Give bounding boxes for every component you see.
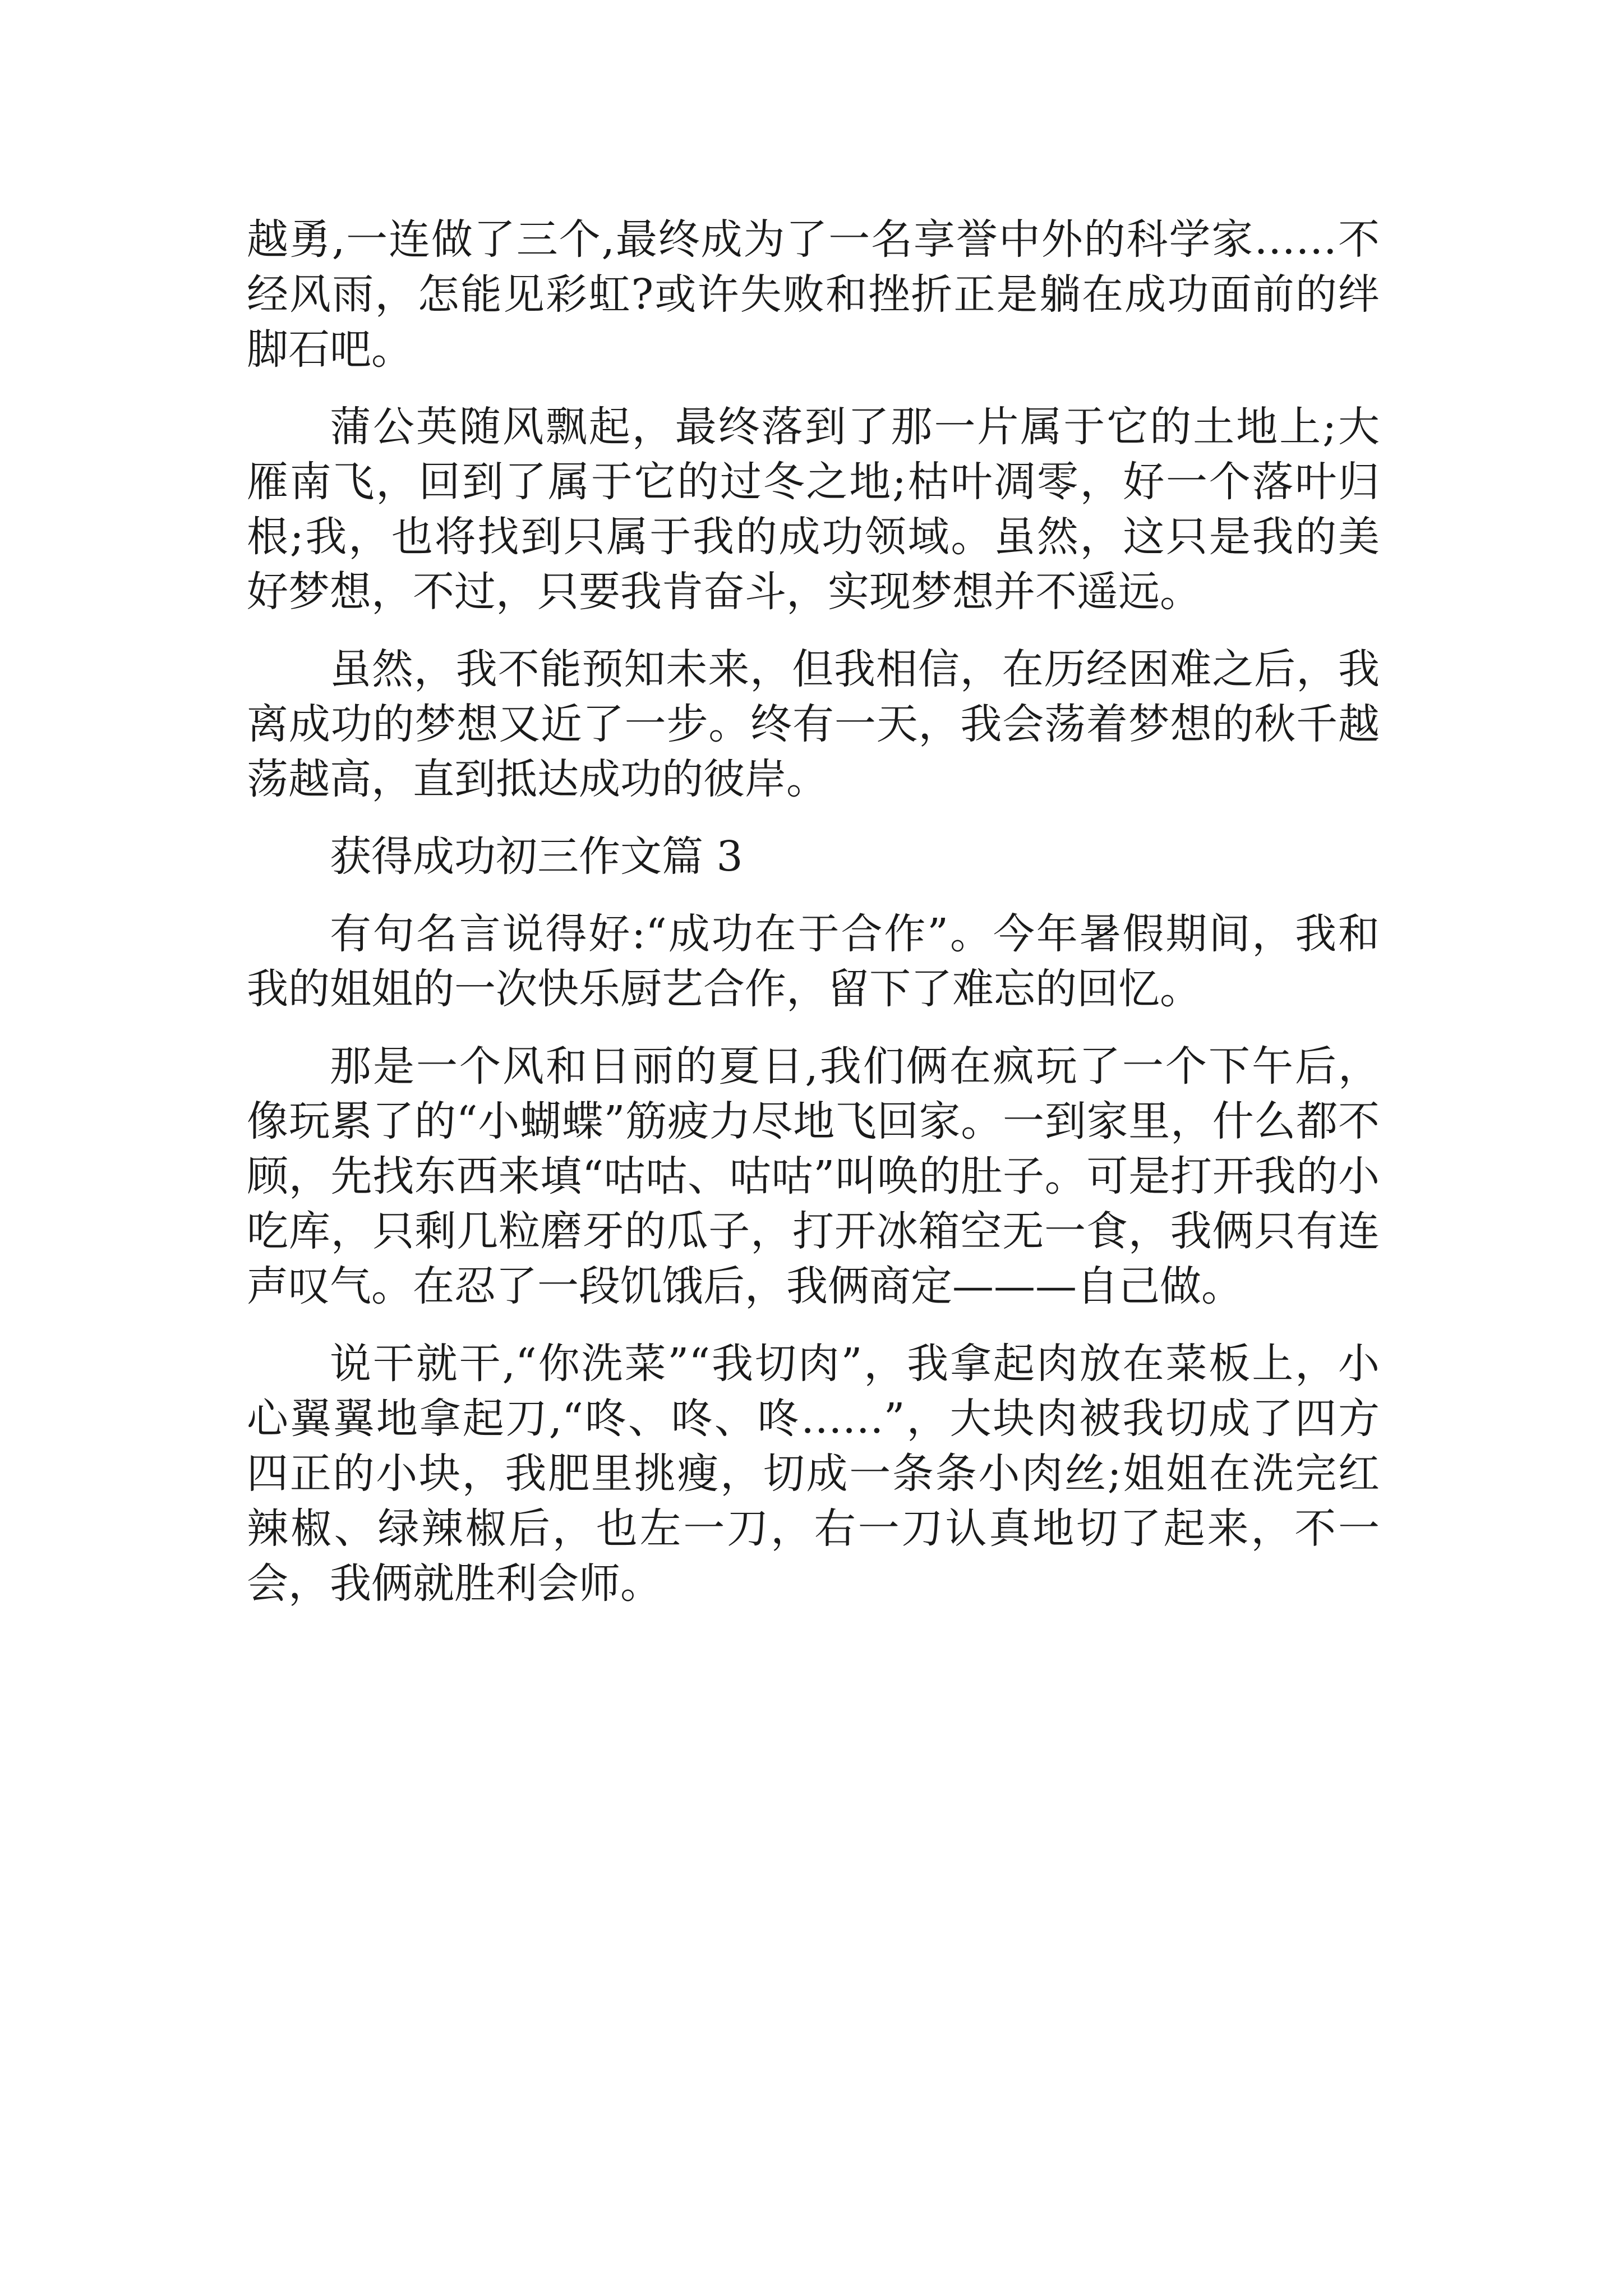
paragraph-future: 虽然，我不能预知未来，但我相信，在历经困难之后，我离成功的梦想又近了一步。终有一天，我会荡着梦想的秋千越荡越高，直到抵达成功的彼岸。 — [247, 645, 1380, 803]
paragraph-summer-day: 那是一个风和日丽的夏日,我们俩在疯玩了一个下午后，像玩累了的“小蝴蝶”筋疲力尽地飞回家。一到家里，什么都不顾，先找东西来填“咕咕、咕咕”叫唤的肚子。可是打开我的小吃库，只剩几粒磨牙的瓜子，打开冰箱空无一食，我俩只有连声叹气。在忍了一段饥饿后，我俩商定———自己做。 — [247, 1042, 1380, 1310]
paragraph-dandelion: 蒲公英随风飘起，最终落到了那一片属于它的土地上;大雁南飞，回到了属于它的过冬之地;枯叶凋零，好一个落叶归根;我，也将找到只属于我的成功领域。虽然，这只是我的美好梦想，不过，只要我肯奋斗，实现梦想并不遥远。 — [247, 403, 1380, 616]
paragraph-quote: 有句名言说得好:“成功在于合作”。今年暑假期间，我和我的姐姐的一次快乐厨艺合作，留下了难忘的回忆。 — [247, 910, 1380, 1013]
section-heading: 获得成功初三作文篇 3 — [330, 832, 743, 881]
paragraph-continuation: 越勇,一连做了三个,最终成为了一名享誉中外的科学家……不经风雨，怎能见彩虹?或许失败和挫折正是躺在成功面前的绊脚石吧。 — [247, 215, 1380, 374]
paragraph-cooking: 说干就干,“你洗菜”“我切肉”，我拿起肉放在菜板上，小心翼翼地拿起刀,“咚、咚、咚……”，大块肉被我切成了四方四正的小块，我肥里挑瘦，切成一条条小肉丝;姐姐在洗完红辣椒、绿辣椒后，也左一刀，右一刀认真地切了起来，不一会，我俩就胜利会师。 — [247, 1340, 1380, 1608]
essay-body — [247, 212, 1380, 1611]
